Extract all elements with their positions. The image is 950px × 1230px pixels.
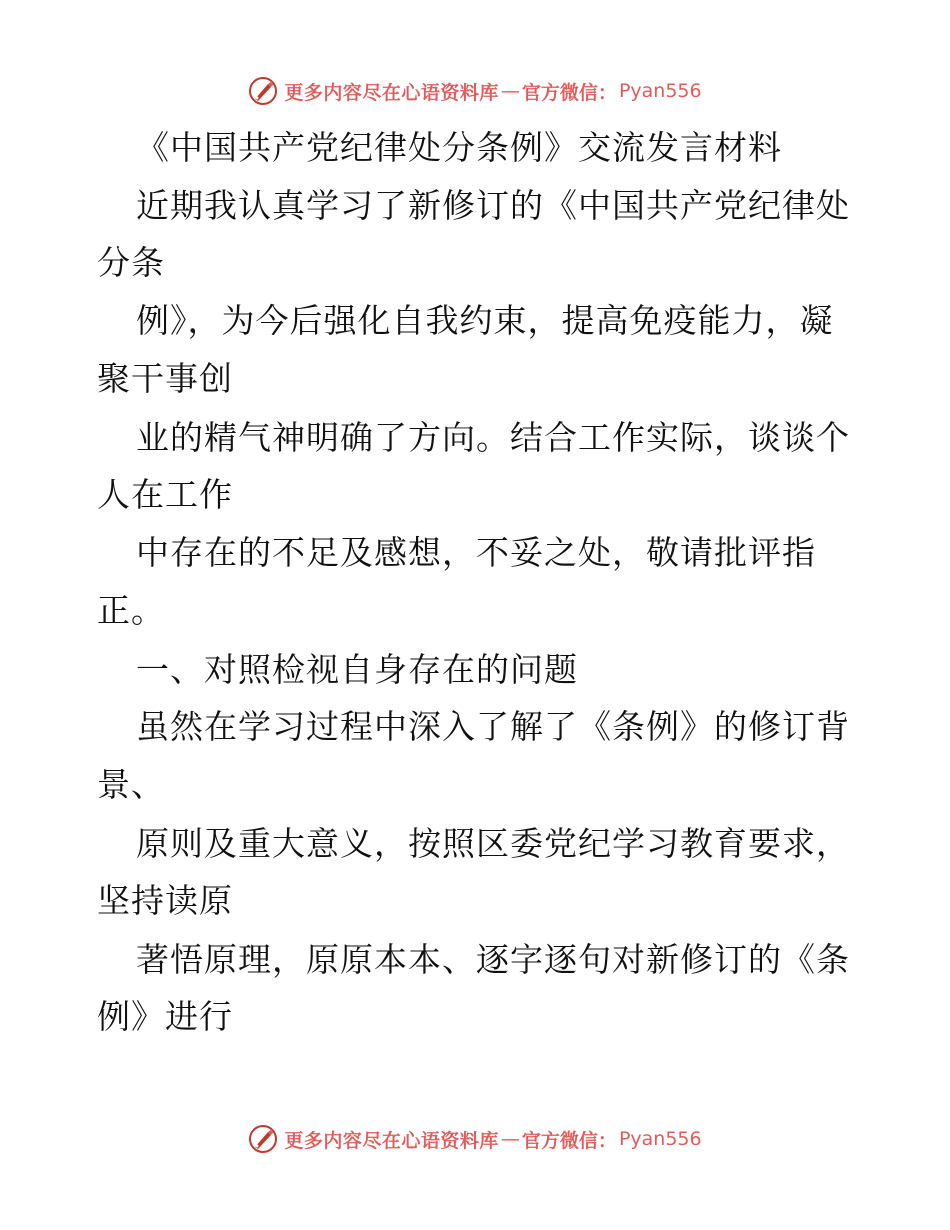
header-wechat-label: 官方微信： [521, 81, 617, 104]
paragraph-line: 著悟原理，原原本本、逐字逐句对新修订的《条 [136, 940, 850, 979]
paragraph-line: 原则及重大意义，按照区委党纪学习教育要求， [136, 824, 850, 863]
footer-separator: — [500, 1128, 520, 1150]
paragraph-line: 近期我认真学习了新修订的《中国共产党纪律处 [136, 186, 850, 225]
paragraph-line: 例》，为今后强化自我约束，提高免疫能力，凝 [136, 301, 834, 340]
quill-pen-logo-icon [248, 1124, 278, 1154]
paragraph-line: 聚干事创 [97, 359, 233, 398]
footer-brand-text: 更多内容尽在心语资料库 [284, 1129, 499, 1152]
paragraph-line: 正。 [97, 591, 165, 630]
paragraph-line: 中存在的不足及感想，不妥之处，敬请批评指 [136, 533, 816, 572]
paragraph-line: 分条 [97, 243, 165, 282]
paragraph-line: 人在工作 [97, 475, 233, 514]
paragraph-line: 例》进行 [97, 997, 233, 1036]
header-wechat-id: Pyan556 [618, 80, 702, 102]
paragraph-line: 坚持读原 [97, 881, 233, 920]
quill-pen-logo-icon [248, 76, 278, 106]
footer-banner [0, 1122, 950, 1156]
footer-wechat-label: 官方微信： [521, 1129, 617, 1152]
footer-wechat-id: Pyan556 [618, 1128, 702, 1150]
document-title: 《中国共产党纪律处分条例》交流发言材料 [136, 128, 782, 167]
header-brand-text: 更多内容尽在心语资料库 [284, 81, 499, 104]
paragraph-line: 业的精气神明确了方向。结合工作实际，谈谈个 [136, 418, 850, 457]
header-banner [0, 74, 950, 108]
header-separator: — [500, 80, 520, 102]
paragraph-line: 景、 [97, 765, 165, 804]
section-heading: 一、对照检视自身存在的问题 [136, 650, 578, 689]
paragraph-line: 虽然在学习过程中深入了解了《条例》的修订背 [136, 707, 850, 746]
